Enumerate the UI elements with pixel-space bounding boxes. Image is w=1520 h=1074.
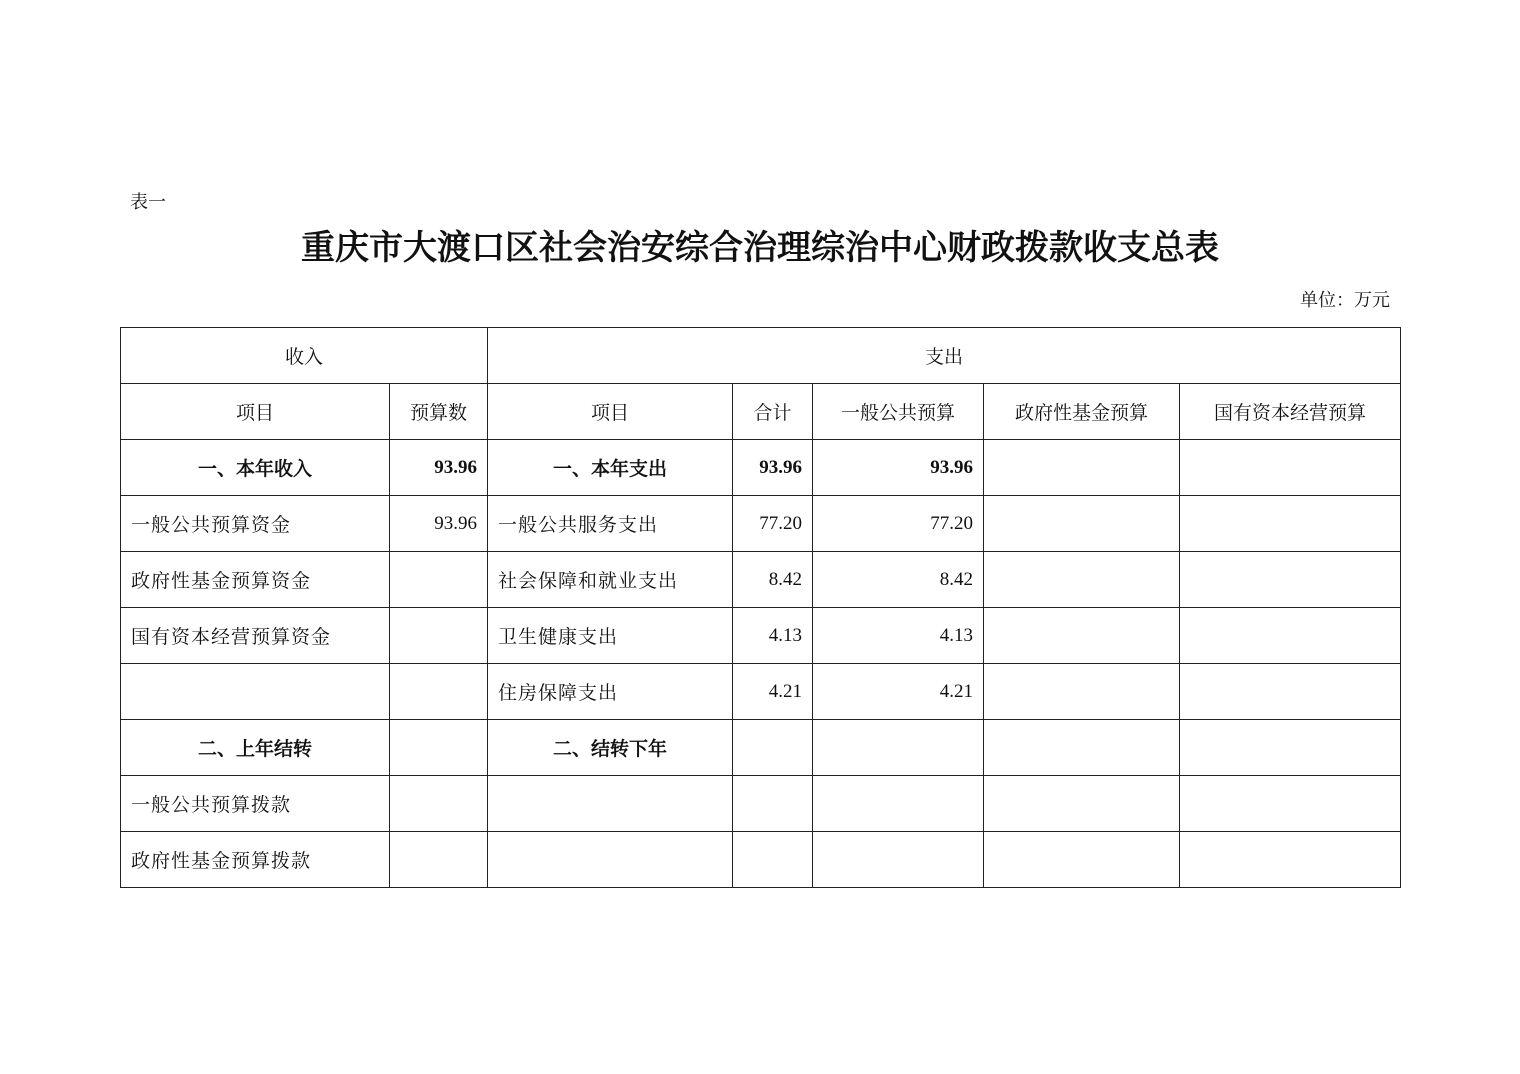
table-header-row-1 <box>121 328 1401 384</box>
fund-budget-cell <box>984 720 1180 776</box>
state-capital-cell <box>1180 720 1401 776</box>
expense-header: 支出 <box>488 328 1401 384</box>
col-general-budget: 一般公共预算 <box>813 384 984 440</box>
total-cell: 4.21 <box>733 664 813 720</box>
unit-label: 单位：万元 <box>1300 290 1390 311</box>
state-capital-cell <box>1180 608 1401 664</box>
income-item-cell: 一般公共预算资金 <box>121 496 390 552</box>
table-row <box>121 608 1401 664</box>
expense-item-cell <box>488 832 733 888</box>
income-value-cell <box>390 552 488 608</box>
table-row <box>121 664 1401 720</box>
income-value-cell <box>390 776 488 832</box>
fund-budget-cell <box>984 776 1180 832</box>
total-cell: 77.20 <box>733 496 813 552</box>
general-budget-cell: 8.42 <box>813 552 984 608</box>
expense-item-cell: 二、结转下年 <box>488 720 733 776</box>
state-capital-cell <box>1180 440 1401 496</box>
col-state-capital-budget: 国有资本经营预算 <box>1180 384 1401 440</box>
general-budget-cell <box>813 832 984 888</box>
state-capital-cell <box>1180 832 1401 888</box>
income-item-cell: 一、本年收入 <box>121 440 390 496</box>
income-item-cell: 国有资本经营预算资金 <box>121 608 390 664</box>
budget-table <box>120 327 1401 888</box>
income-item-cell: 政府性基金预算资金 <box>121 552 390 608</box>
income-value-cell <box>390 720 488 776</box>
total-cell <box>733 832 813 888</box>
state-capital-cell <box>1180 552 1401 608</box>
state-capital-cell <box>1180 496 1401 552</box>
income-item-cell: 一般公共预算拨款 <box>121 776 390 832</box>
income-item-cell <box>121 664 390 720</box>
table-number-label: 表一 <box>130 192 166 213</box>
col-total: 合计 <box>733 384 813 440</box>
fund-budget-cell <box>984 552 1180 608</box>
state-capital-cell <box>1180 776 1401 832</box>
table-row <box>121 440 1401 496</box>
total-cell: 93.96 <box>733 440 813 496</box>
expense-item-cell: 住房保障支出 <box>488 664 733 720</box>
fund-budget-cell <box>984 496 1180 552</box>
general-budget-cell: 4.13 <box>813 608 984 664</box>
fund-budget-cell <box>984 664 1180 720</box>
expense-item-cell: 一、本年支出 <box>488 440 733 496</box>
col-expense-item: 项目 <box>488 384 733 440</box>
state-capital-cell <box>1180 664 1401 720</box>
fund-budget-cell <box>984 608 1180 664</box>
table-row <box>121 776 1401 832</box>
general-budget-cell: 93.96 <box>813 440 984 496</box>
table-header-row-2 <box>121 384 1401 440</box>
income-item-cell: 政府性基金预算拨款 <box>121 832 390 888</box>
general-budget-cell <box>813 776 984 832</box>
income-value-cell <box>390 608 488 664</box>
general-budget-cell: 4.21 <box>813 664 984 720</box>
fund-budget-cell <box>984 832 1180 888</box>
fund-budget-cell <box>984 440 1180 496</box>
general-budget-cell: 77.20 <box>813 496 984 552</box>
general-budget-cell <box>813 720 984 776</box>
total-cell <box>733 776 813 832</box>
expense-item-cell: 卫生健康支出 <box>488 608 733 664</box>
table-row <box>121 496 1401 552</box>
total-cell <box>733 720 813 776</box>
income-value-cell: 93.96 <box>390 496 488 552</box>
income-value-cell: 93.96 <box>390 440 488 496</box>
total-cell: 4.13 <box>733 608 813 664</box>
col-income-budget: 预算数 <box>390 384 488 440</box>
col-fund-budget: 政府性基金预算 <box>984 384 1180 440</box>
page-title: 重庆市大渡口区社会治安综合治理综治中心财政拨款收支总表 <box>301 228 1219 268</box>
table-row <box>121 720 1401 776</box>
total-cell: 8.42 <box>733 552 813 608</box>
expense-item-cell: 社会保障和就业支出 <box>488 552 733 608</box>
income-header: 收入 <box>121 328 488 384</box>
income-value-cell <box>390 664 488 720</box>
table-row <box>121 832 1401 888</box>
expense-item-cell <box>488 776 733 832</box>
income-value-cell <box>390 832 488 888</box>
income-item-cell: 二、上年结转 <box>121 720 390 776</box>
col-income-item: 项目 <box>121 384 390 440</box>
expense-item-cell: 一般公共服务支出 <box>488 496 733 552</box>
table-row <box>121 552 1401 608</box>
